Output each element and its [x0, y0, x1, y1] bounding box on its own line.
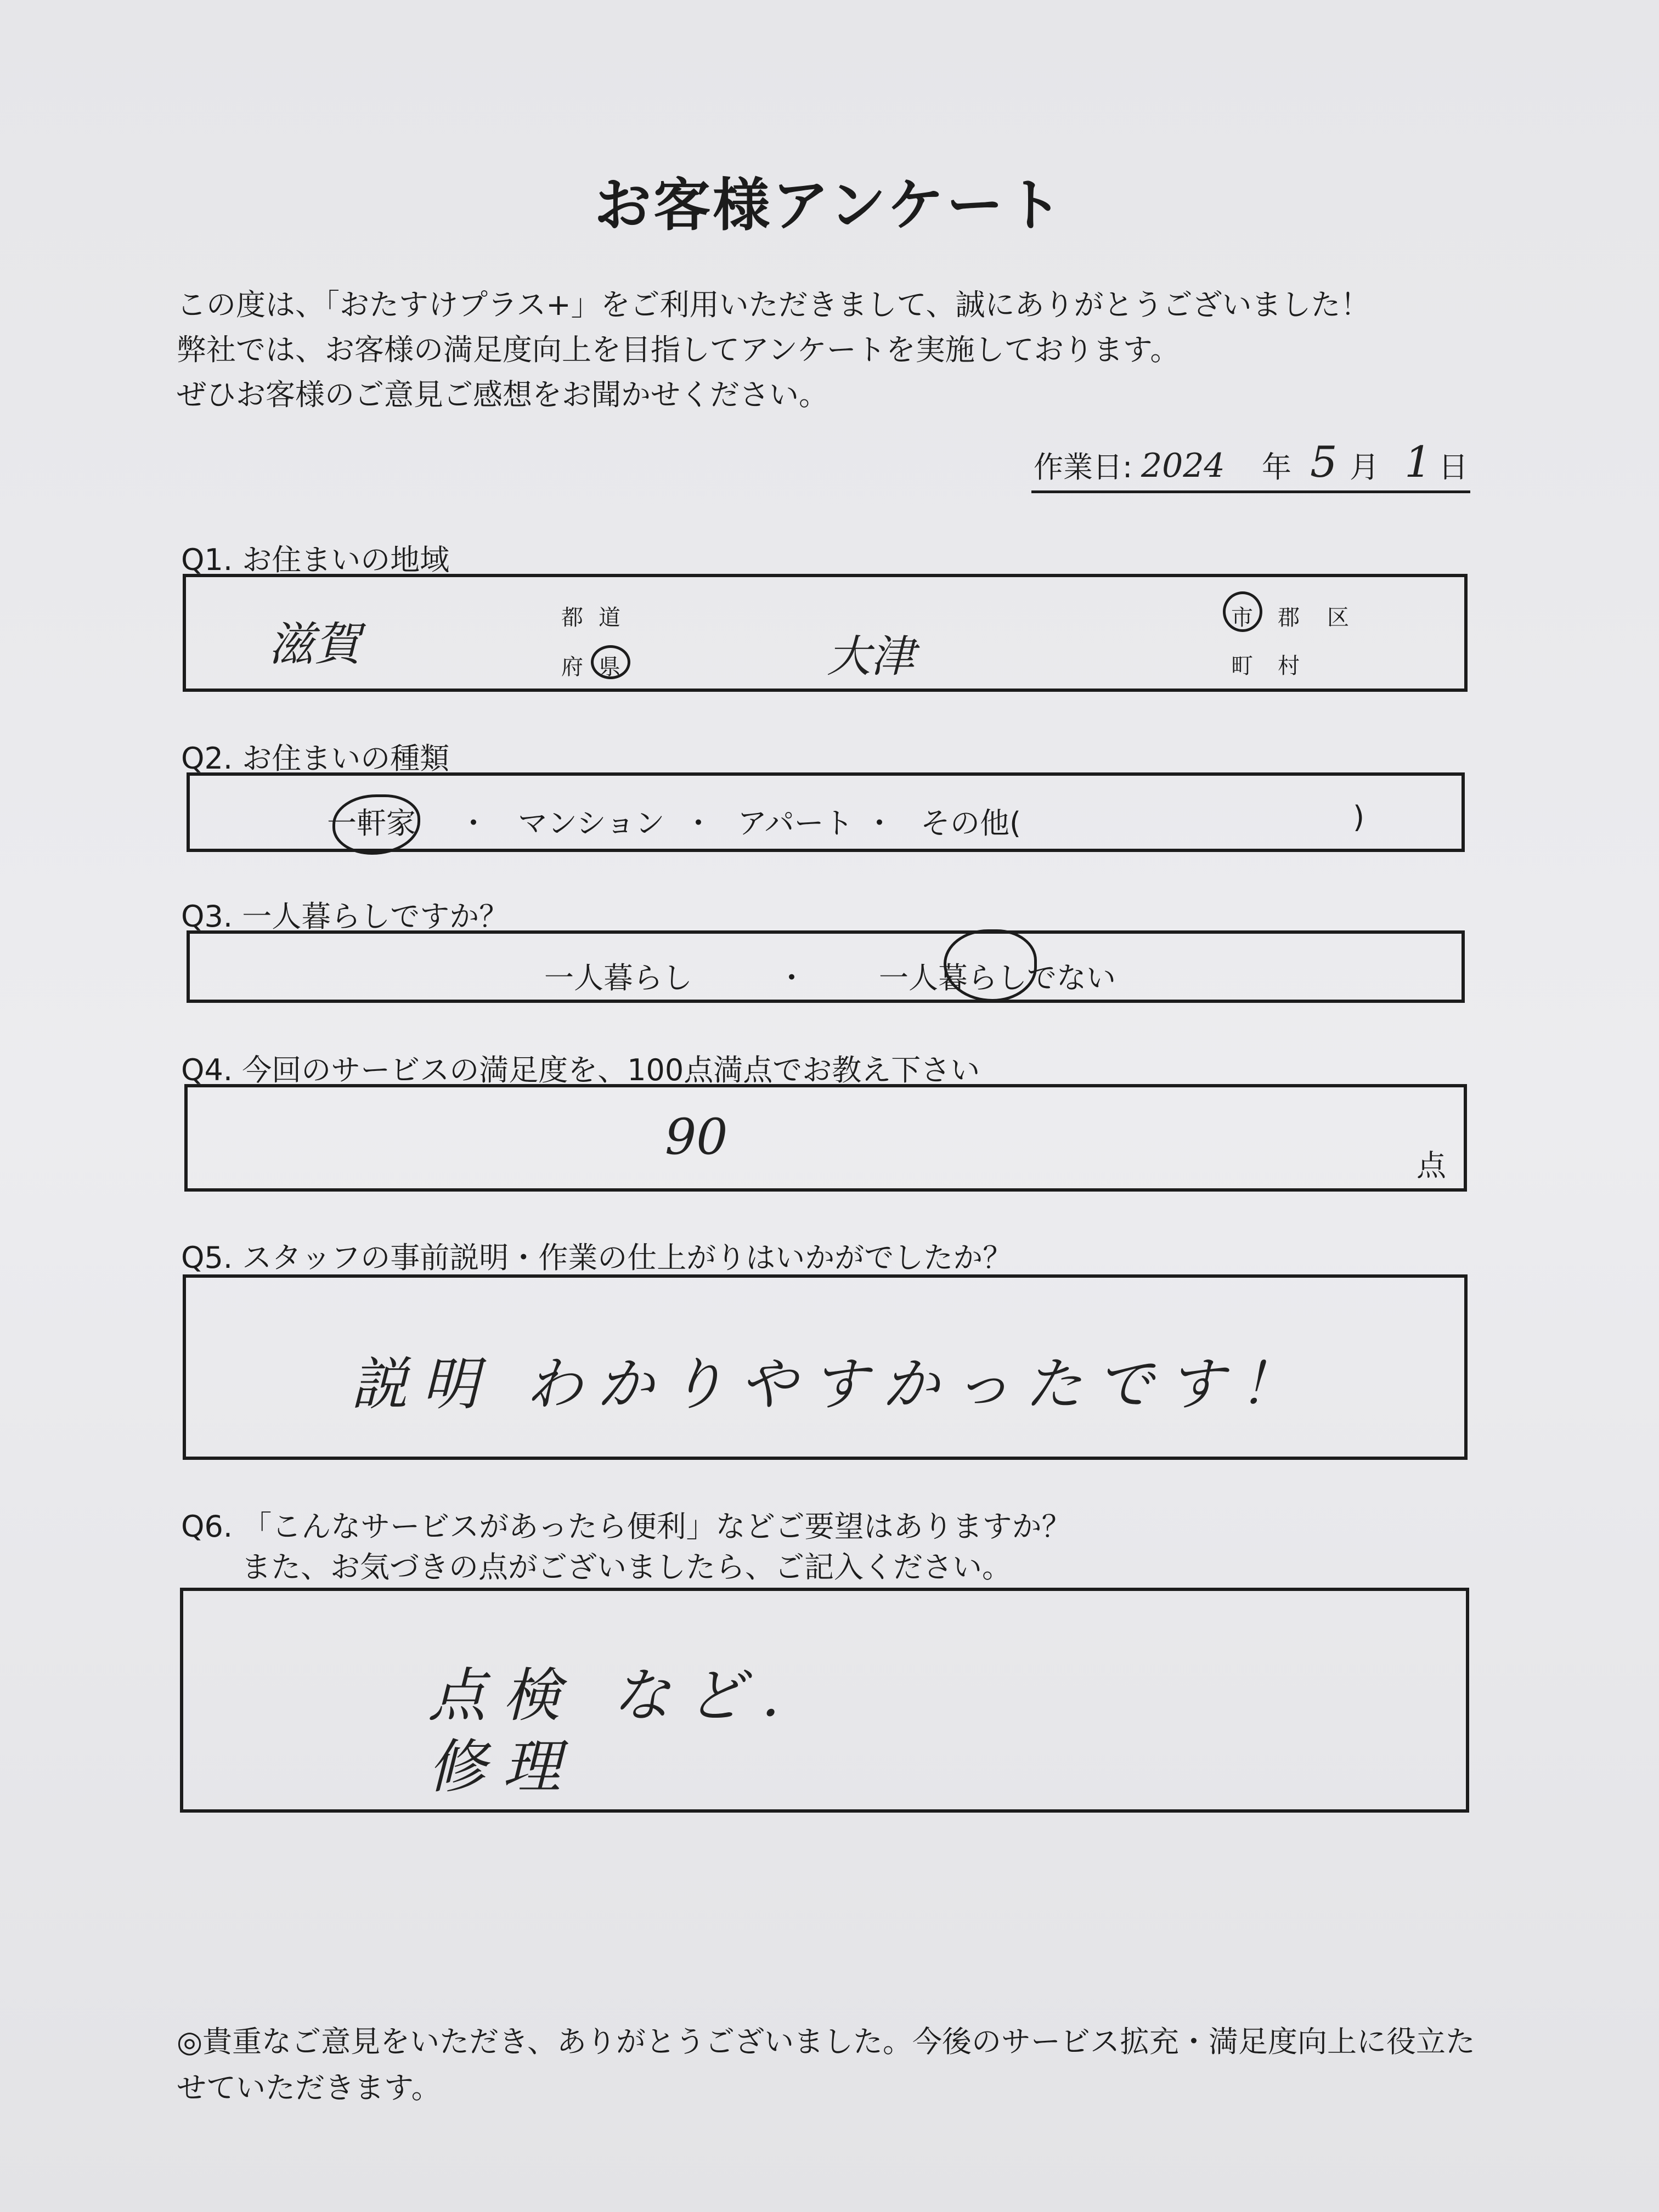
city-unit-shi: 市: [1231, 605, 1253, 630]
q1-answer-box[interactable]: [183, 574, 1468, 692]
footer-note: ◎貴重なご意見をいただき、ありがとうございました。今後のサービス拡充・満足度向上に役立たせていただきます。: [177, 2024, 1475, 2105]
pref-unit-fu: 府: [561, 654, 583, 680]
work-date-label: 作業日:: [1034, 450, 1133, 484]
intro-line-3: ぜひお客様のご意見ご感想をお聞かせください。: [177, 377, 828, 412]
q6-answer-line-1[interactable]: 点検 など.: [428, 1662, 797, 1729]
q1-prefecture[interactable]: 滋賀: [268, 617, 361, 671]
work-date-year[interactable]: 2024: [1141, 447, 1225, 485]
q2-other-close: ): [1353, 800, 1365, 834]
intro-text: [177, 283, 1370, 417]
q1-city[interactable]: 大津: [827, 631, 915, 682]
work-date-day-unit: 日: [1438, 450, 1468, 484]
q2-separator-2: ・: [684, 806, 713, 840]
pref-unit-ken: 県: [599, 654, 620, 680]
q6-question-line-1: Q6. 「こんなサービスがあったら便利」などご要望はありますか？: [181, 1509, 1071, 1544]
q2-separator-1: ・: [459, 806, 488, 840]
q3-option-alone[interactable]: 一人暮らし: [544, 961, 692, 995]
city-unit-ku: 区: [1327, 605, 1349, 630]
q5-question: Q5. スタッフの事前説明・作業の仕上がりはいかがでしたか？: [181, 1240, 1013, 1275]
q2-separator-3: ・: [865, 806, 894, 840]
pref-selected-circle-icon: [591, 645, 630, 679]
work-date: [1031, 438, 1470, 493]
q2-selected-circle-icon: [332, 794, 420, 855]
q3-answer-box[interactable]: [187, 930, 1465, 1003]
q5-answer-box[interactable]: [183, 1274, 1468, 1460]
city-unit-cho: 町: [1231, 653, 1253, 679]
q5-answer[interactable]: 説明 わかりやすかったです！: [351, 1351, 1311, 1418]
q4-unit: 点: [1417, 1148, 1446, 1183]
page-title: お客様アンケート: [594, 172, 1065, 239]
q2-answer-box[interactable]: [187, 772, 1465, 852]
q6-question-line-2: また、お気づきの点がございましたら、ご記入ください。: [241, 1550, 1012, 1584]
q3-option-not-alone[interactable]: 一人暮らしでない: [879, 961, 1116, 995]
q6-answer-line-2[interactable]: 修理: [428, 1733, 577, 1801]
q3-separator: ・: [777, 961, 806, 995]
q2-option-other[interactable]: その他(: [921, 806, 1022, 840]
work-date-year-unit: 年: [1262, 450, 1291, 484]
q2-option-mansion[interactable]: マンション: [518, 806, 665, 840]
q4-score[interactable]: 90: [665, 1108, 728, 1166]
city-selected-circle-icon: [1223, 591, 1262, 632]
work-date-day[interactable]: 1: [1404, 438, 1432, 487]
q2-option-detached-house[interactable]: 一軒家: [327, 806, 416, 840]
q3-question: Q3. 一人暮らしですか？: [181, 899, 509, 934]
q2-question: Q2. お住まいの種類: [181, 741, 450, 776]
intro-line-2: 弊社では、お客様の満足度向上を目指してアンケートを実施しております。: [177, 332, 1180, 367]
pref-unit-do: 道: [599, 605, 620, 630]
work-date-month[interactable]: 5: [1310, 438, 1338, 487]
intro-line-1: この度は、「おたすけプラス+」をご利用いただきまして、誠にありがとうございました！: [177, 287, 1370, 322]
work-date-month-unit: 月: [1350, 450, 1379, 484]
city-unit-son: 村: [1278, 653, 1300, 679]
q1-question: Q1. お住まいの地域: [181, 543, 450, 577]
q4-question: Q4. 今回のサービスの満足度を、100点満点でお教え下さい: [181, 1053, 980, 1087]
q6-answer-box[interactable]: [180, 1588, 1469, 1813]
q2-option-apartment[interactable]: アパート: [737, 806, 854, 840]
pref-unit-to: 都: [561, 605, 583, 630]
city-unit-gun: 郡: [1278, 605, 1300, 630]
q4-answer-box[interactable]: [184, 1084, 1467, 1192]
